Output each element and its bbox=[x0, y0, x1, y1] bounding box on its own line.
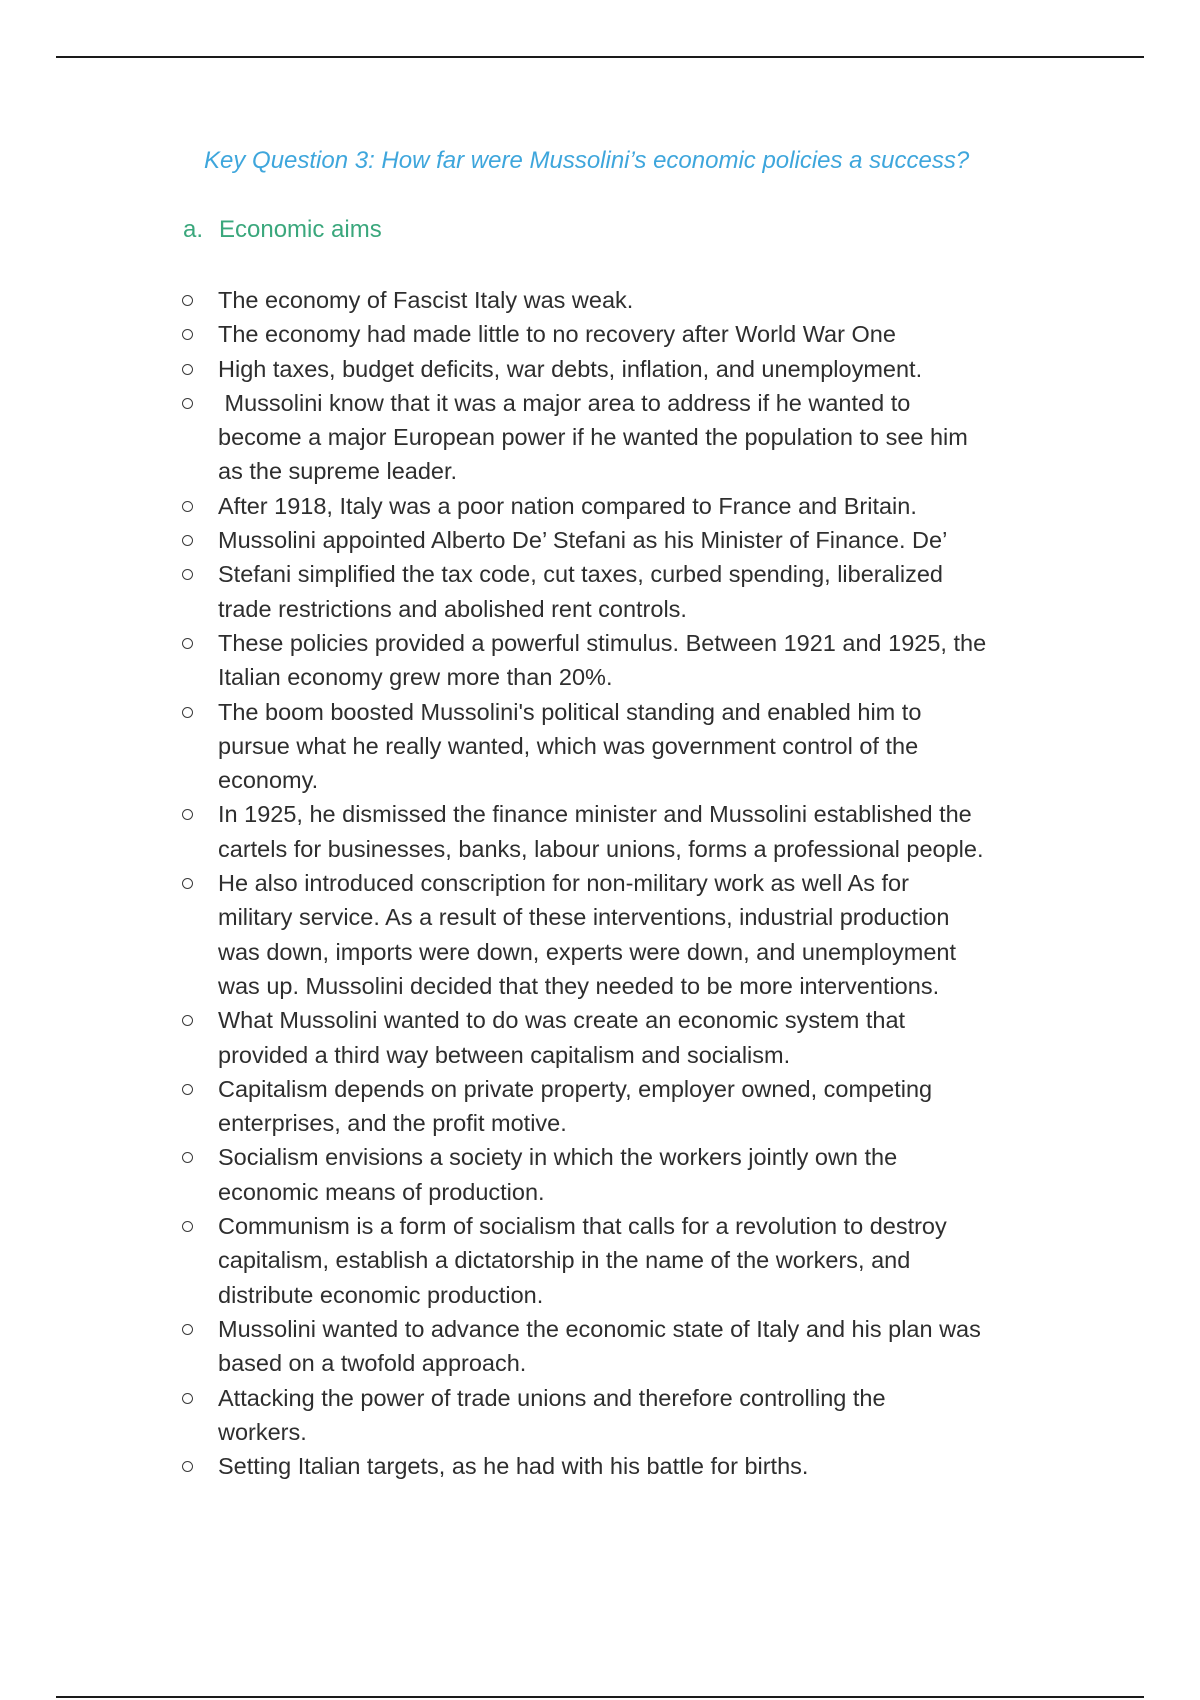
hollow-circle-bullet-icon bbox=[182, 569, 193, 580]
list-item-text: Capitalism depends on private property, employer owned, competing enterprises, and the profit motive. bbox=[218, 1075, 933, 1137]
list-item-text: These policies provided a powerful stimulus. Between 1921 and 1925, the Italian economy grew more than 20%. bbox=[218, 629, 987, 691]
list-item bbox=[180, 1449, 1080, 1483]
list-item-text: Stefani simplified the tax code, cut taxes, curbed spending, liberalized trade restrictions and abolished rent controls. bbox=[218, 561, 944, 622]
hollow-circle-bullet-icon bbox=[182, 501, 193, 512]
key-question-heading: Key Question 3: How far were Mussolini’s economic policies a success? bbox=[204, 147, 970, 174]
list-item bbox=[180, 1140, 1080, 1209]
list-item bbox=[180, 1209, 1080, 1312]
bottom-horizontal-rule bbox=[56, 1696, 1144, 1698]
list-item bbox=[180, 283, 1080, 317]
bullet-list bbox=[180, 283, 1080, 1483]
list-item-text: The economy of Fascist Italy was weak. bbox=[218, 287, 634, 313]
hollow-circle-bullet-icon bbox=[182, 1324, 193, 1335]
list-item bbox=[180, 352, 1080, 386]
hollow-circle-bullet-icon bbox=[182, 398, 193, 409]
list-item-text: Mussolini wanted to advance the economic state of Italy and his plan was based on a twofold approach. bbox=[218, 1315, 981, 1377]
list-item-text: Setting Italian targets, as he had with his battle for births. bbox=[218, 1453, 809, 1480]
hollow-circle-bullet-icon bbox=[182, 1461, 193, 1472]
list-item bbox=[180, 557, 1080, 626]
top-horizontal-rule bbox=[56, 56, 1144, 58]
list-item-text: In 1925, he dismissed the finance minister and Mussolini established the cartels for businesses, banks, labour unions, forms a professional people. bbox=[218, 801, 984, 862]
list-item bbox=[180, 489, 1080, 523]
hollow-circle-bullet-icon bbox=[182, 1393, 193, 1404]
list-item-text: High taxes, budget deficits, war debts, inflation, and unemployment. bbox=[218, 355, 923, 382]
hollow-circle-bullet-icon bbox=[182, 364, 193, 375]
list-item bbox=[180, 523, 1080, 557]
list-item bbox=[180, 1381, 1080, 1450]
list-item bbox=[180, 317, 1080, 351]
list-item-text: Mussolini know that it was a major area to address if he wanted to become a major European power if he wanted the population to see him as the supreme leader. bbox=[218, 389, 968, 485]
list-item bbox=[180, 866, 1080, 1003]
hollow-circle-bullet-icon bbox=[182, 329, 193, 340]
list-item bbox=[180, 1003, 1080, 1072]
list-item-text: The economy had made little to no recovery after World War One bbox=[218, 321, 896, 348]
hollow-circle-bullet-icon bbox=[182, 1084, 193, 1095]
list-item bbox=[180, 797, 1080, 866]
list-item bbox=[180, 626, 1080, 695]
list-item-text: Socialism envisions a society in which the workers jointly own the economic means of production. bbox=[218, 1144, 898, 1205]
section-marker: a. bbox=[183, 216, 204, 243]
list-item-text: The boom boosted Mussolini's political standing and enabled him to pursue what he really wanted, which was government control of the economy. bbox=[218, 698, 922, 794]
list-item bbox=[180, 386, 1080, 489]
hollow-circle-bullet-icon bbox=[182, 878, 193, 889]
hollow-circle-bullet-icon bbox=[182, 535, 193, 546]
hollow-circle-bullet-icon bbox=[182, 638, 193, 649]
list-item bbox=[180, 695, 1080, 798]
hollow-circle-bullet-icon bbox=[182, 1221, 193, 1232]
list-item bbox=[180, 1312, 1080, 1381]
hollow-circle-bullet-icon bbox=[182, 1015, 193, 1026]
section-title: Economic aims bbox=[219, 216, 382, 243]
list-item-text: He also introduced conscription for non-military work as well As for military service. As a result of these interventions, industrial production was down, imports were down, experts were down, and unemployment was up. Mussolini decided that they needed to be more interventions. bbox=[218, 870, 957, 999]
hollow-circle-bullet-icon bbox=[182, 707, 193, 718]
list-item-text: Attacking the power of trade unions and therefore controlling the workers. bbox=[218, 1384, 886, 1445]
list-item-text: After 1918, Italy was a poor nation compared to France and Britain. bbox=[218, 492, 917, 519]
hollow-circle-bullet-icon bbox=[182, 1152, 193, 1163]
hollow-circle-bullet-icon bbox=[182, 809, 193, 820]
list-item-text: Mussolini appointed Alberto De’ Stefani as his Minister of Finance. De’ bbox=[218, 527, 948, 554]
list-item-text: Communism is a form of socialism that calls for a revolution to destroy capitalism, establish a dictatorship in the name of the workers, and distribute economic production. bbox=[218, 1213, 947, 1308]
section-heading bbox=[183, 216, 382, 244]
list-item bbox=[180, 1072, 1080, 1141]
hollow-circle-bullet-icon bbox=[182, 295, 193, 306]
list-item-text: What Mussolini wanted to do was create an economic system that provided a third way between capitalism and socialism. bbox=[218, 1007, 906, 1068]
